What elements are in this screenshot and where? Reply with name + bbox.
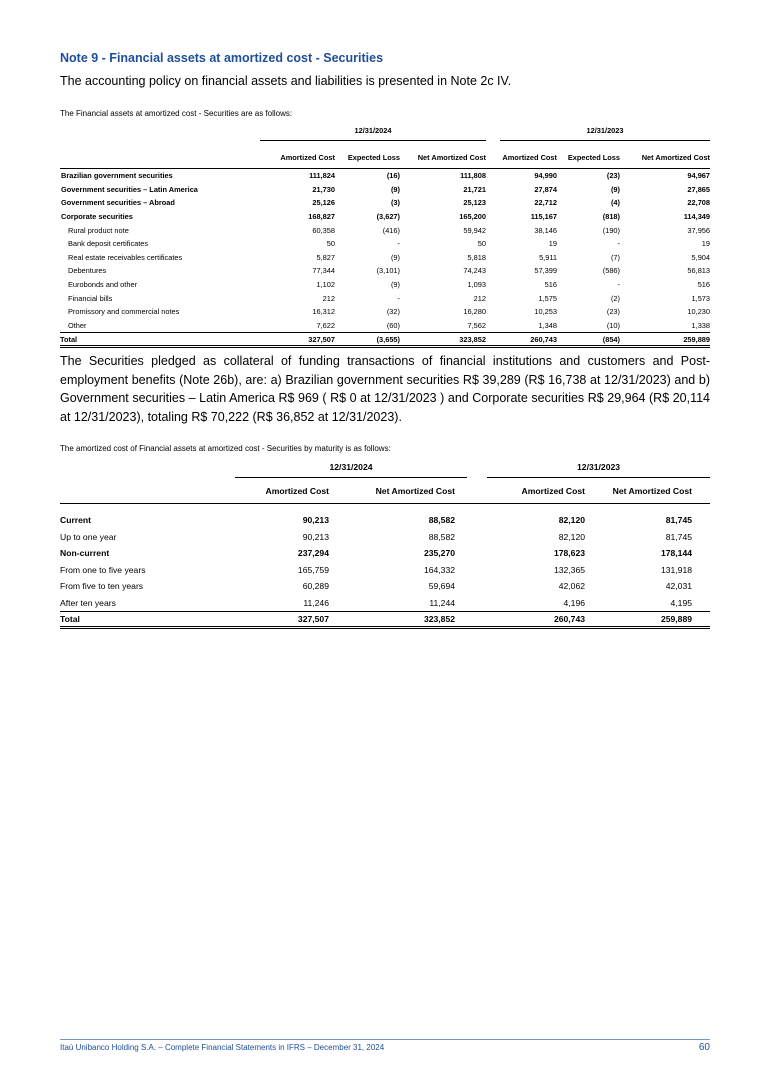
- collateral-paragraph: The Securities pledged as collateral of funding transactions of financial institutions and customers and Post-employment benefits (Note 26b), are: a) Brazilian government securities R$ 39,289 (R$ 16,738 at 12/31/2023) and b) Government securities – Latin America R$ 969 ( R$ 0 at 12/31/2023 ) and Corporate securities R$ 29,964 (R$ 20,114 at 12/31/2023), totaling R$ 70,222 (R$ 36,852 at 12/31/2023).: [60, 354, 710, 424]
- cell: 260,743: [500, 333, 557, 347]
- table1-caption: The Financial assets at amortized cost - Securities are as follows:: [60, 109, 293, 118]
- cell: 27,865: [687, 184, 711, 194]
- cell: 77,344: [312, 266, 335, 276]
- cell: 168,827: [308, 212, 335, 222]
- cell: 235,270: [423, 548, 456, 559]
- table-row: [60, 210, 710, 224]
- cell: (10): [606, 320, 621, 330]
- note-title: Note 9 - Financial assets at amortized cost - Securities: [60, 51, 384, 65]
- cell: 82,120: [558, 515, 586, 526]
- table-row: [60, 595, 710, 612]
- cell: 56,813: [687, 266, 711, 276]
- cell: 82,120: [558, 531, 586, 542]
- cell: 1,338: [691, 320, 711, 330]
- row-label: Promissory and commercial notes: [68, 307, 180, 317]
- table-row: [60, 578, 710, 595]
- row-label: Eurobonds and other: [68, 280, 138, 290]
- cell: 88,582: [428, 515, 456, 526]
- cell: 111,824: [260, 169, 335, 183]
- cell: 10,253: [534, 307, 558, 317]
- row-label: Total: [60, 333, 260, 347]
- cell: 81,745: [665, 515, 693, 526]
- cell: 165,200: [459, 212, 487, 222]
- cell: 21,721: [463, 184, 487, 194]
- table2-total-row: [60, 612, 710, 628]
- cell: 5,818: [467, 252, 487, 262]
- col-header: Amortized Cost: [280, 153, 335, 162]
- cell: 259,889: [620, 333, 710, 347]
- page-number: 60: [698, 1042, 710, 1053]
- cell: (23): [557, 169, 620, 183]
- table-row: [60, 264, 710, 278]
- cell: 7,622: [316, 320, 335, 330]
- cell: (9): [390, 252, 400, 262]
- table-row: [60, 251, 710, 265]
- cell: 22,712: [534, 198, 558, 208]
- table-row: [60, 183, 710, 197]
- intro-text: The accounting policy on financial assets and liabilities is presented in Note 2c IV.: [60, 74, 512, 88]
- cell: 132,365: [553, 564, 586, 575]
- table-row: [60, 169, 710, 183]
- table-row: [60, 319, 710, 333]
- row-label: From one to five years: [60, 564, 146, 575]
- table1-total-row: [60, 333, 710, 347]
- row-label: Current: [60, 515, 92, 526]
- table2-year-2024: 12/31/2024: [235, 457, 467, 478]
- cell: 19: [548, 239, 558, 249]
- table-row: [60, 223, 710, 237]
- cell: 38,146: [534, 225, 558, 235]
- row-label: Financial bills: [68, 293, 113, 303]
- cell: -: [617, 280, 621, 290]
- table1-year-2024: 12/31/2024: [260, 120, 486, 141]
- cell: -: [397, 239, 400, 249]
- cell: (586): [602, 266, 621, 276]
- cell: 94,990: [500, 169, 557, 183]
- row-label: Debentures: [68, 266, 107, 276]
- securities-table: [60, 120, 710, 348]
- cell: 1,348: [538, 320, 558, 330]
- cell: 259,889: [597, 612, 710, 628]
- cell: (9): [390, 184, 400, 194]
- table-row: [60, 529, 710, 546]
- col-header: Amortized Cost: [521, 485, 586, 496]
- cell: 4,196: [563, 597, 586, 608]
- cell: (854): [557, 333, 620, 347]
- cell: (190): [602, 225, 621, 235]
- table2-year-2023: 12/31/2023: [487, 457, 710, 478]
- cell: 1,575: [538, 293, 558, 303]
- cell: (60): [386, 320, 400, 330]
- cell: 88,582: [428, 531, 456, 542]
- table1-year-2023: 12/31/2023: [500, 120, 710, 141]
- footer-text: Itaú Unibanco Holding S.A. – Complete Financial Statements in IFRS – December 31, 2024: [60, 1043, 385, 1052]
- cell: 165,759: [297, 564, 329, 575]
- cell: 37,956: [687, 225, 711, 235]
- cell: 94,967: [620, 169, 710, 183]
- table-row: [60, 278, 710, 292]
- cell: 5,911: [539, 252, 558, 262]
- table-row: [60, 562, 710, 579]
- cell: 90,213: [302, 515, 329, 526]
- cell: 42,031: [665, 581, 693, 592]
- table-row: [60, 237, 710, 251]
- cell: 21,730: [312, 184, 335, 194]
- table2-caption: The amortized cost of Financial assets at amortized cost - Securities by maturity is as follows:: [60, 444, 391, 453]
- col-header: Amortized Cost: [502, 153, 558, 162]
- cell: 327,507: [235, 612, 357, 628]
- cell: -: [397, 293, 400, 303]
- cell: -: [617, 239, 621, 249]
- cell: (2): [610, 293, 621, 303]
- cell: 74,243: [463, 266, 487, 276]
- col-header: Net Amortized Cost: [417, 153, 487, 162]
- col-header: Expected Loss: [347, 153, 400, 162]
- cell: 22,708: [687, 198, 711, 208]
- cell: 11,246: [303, 597, 329, 608]
- cell: 212: [322, 293, 335, 303]
- col-header: Net Amortized Cost: [641, 153, 711, 162]
- cell: 1,093: [467, 280, 487, 290]
- table-row: [60, 545, 710, 562]
- cell: 212: [473, 293, 487, 303]
- cell: (3,655): [335, 333, 400, 347]
- cell: 7,562: [467, 320, 487, 330]
- row-label: From five to ten years: [60, 581, 144, 592]
- cell: 25,126: [312, 198, 335, 208]
- col-header: Net Amortized Cost: [375, 485, 456, 496]
- row-label: Rural product note: [68, 225, 129, 235]
- table-row: [60, 196, 710, 210]
- cell: 178,623: [553, 548, 586, 559]
- cell: 131,918: [660, 564, 693, 575]
- cell: (3): [390, 198, 400, 208]
- cell: (3,101): [376, 266, 400, 276]
- table-row: [60, 305, 710, 319]
- row-label: Government securities – Latin America: [61, 184, 198, 194]
- row-label: Real estate receivables certificates: [68, 252, 183, 262]
- cell: 59,694: [428, 581, 456, 592]
- table-row: [60, 512, 710, 529]
- row-label: Corporate securities: [61, 212, 133, 222]
- cell: 19: [701, 239, 711, 249]
- cell: 90,213: [302, 531, 329, 542]
- cell: (9): [390, 280, 400, 290]
- cell: (9): [610, 184, 621, 194]
- cell: 1,102: [316, 280, 335, 290]
- cell: 323,852: [400, 333, 486, 347]
- cell: 260,743: [487, 612, 597, 628]
- cell: 60,289: [302, 581, 329, 592]
- cell: 4,195: [670, 597, 693, 608]
- cell: 25,123: [463, 198, 487, 208]
- cell: 5,827: [316, 252, 335, 262]
- cell: 60,358: [312, 225, 335, 235]
- col-header: Amortized Cost: [265, 485, 329, 496]
- col-header: Expected Loss: [567, 153, 621, 162]
- cell: (818): [602, 212, 621, 222]
- cell: 11,244: [429, 597, 456, 608]
- cell: 111,808: [400, 169, 486, 183]
- cell: 164,332: [423, 564, 456, 575]
- cell: (32): [386, 307, 400, 317]
- col-header: Net Amortized Cost: [612, 485, 693, 496]
- row-label: After ten years: [60, 597, 116, 608]
- cell: 42,062: [558, 581, 586, 592]
- cell: 5,904: [691, 252, 711, 262]
- row-label: Brazilian government securities: [60, 169, 260, 183]
- cell: 81,745: [665, 531, 693, 542]
- cell: (7): [610, 252, 621, 262]
- cell: 237,294: [297, 548, 329, 559]
- row-label: Other: [68, 320, 87, 330]
- footer-divider: [60, 1039, 710, 1040]
- cell: 323,852: [357, 612, 467, 628]
- cell: 10,230: [687, 307, 711, 317]
- cell: (416): [382, 225, 400, 235]
- cell: 16,280: [463, 307, 487, 317]
- cell: 327,507: [260, 333, 335, 347]
- cell: 178,144: [660, 548, 693, 559]
- cell: 114,349: [683, 212, 711, 222]
- row-label: Total: [60, 612, 235, 628]
- cell: (4): [610, 198, 621, 208]
- cell: 516: [544, 280, 558, 290]
- cell: 1,573: [691, 293, 711, 303]
- cell: (16): [335, 169, 400, 183]
- cell: (3,627): [376, 212, 400, 222]
- row-label: Bank deposit certificates: [68, 239, 149, 249]
- cell: 516: [697, 280, 711, 290]
- cell: 59,942: [463, 225, 487, 235]
- cell: 50: [326, 239, 335, 249]
- cell: 115,167: [530, 212, 558, 222]
- row-label: Government securities – Abroad: [61, 198, 175, 208]
- cell: (23): [606, 307, 621, 317]
- cell: 50: [477, 239, 487, 249]
- cell: 27,874: [534, 184, 558, 194]
- row-label: Non-current: [60, 548, 110, 559]
- cell: 16,312: [312, 307, 335, 317]
- row-label: Up to one year: [60, 531, 117, 542]
- table-row: [60, 291, 710, 305]
- maturity-table: [60, 457, 710, 629]
- cell: 57,399: [534, 266, 558, 276]
